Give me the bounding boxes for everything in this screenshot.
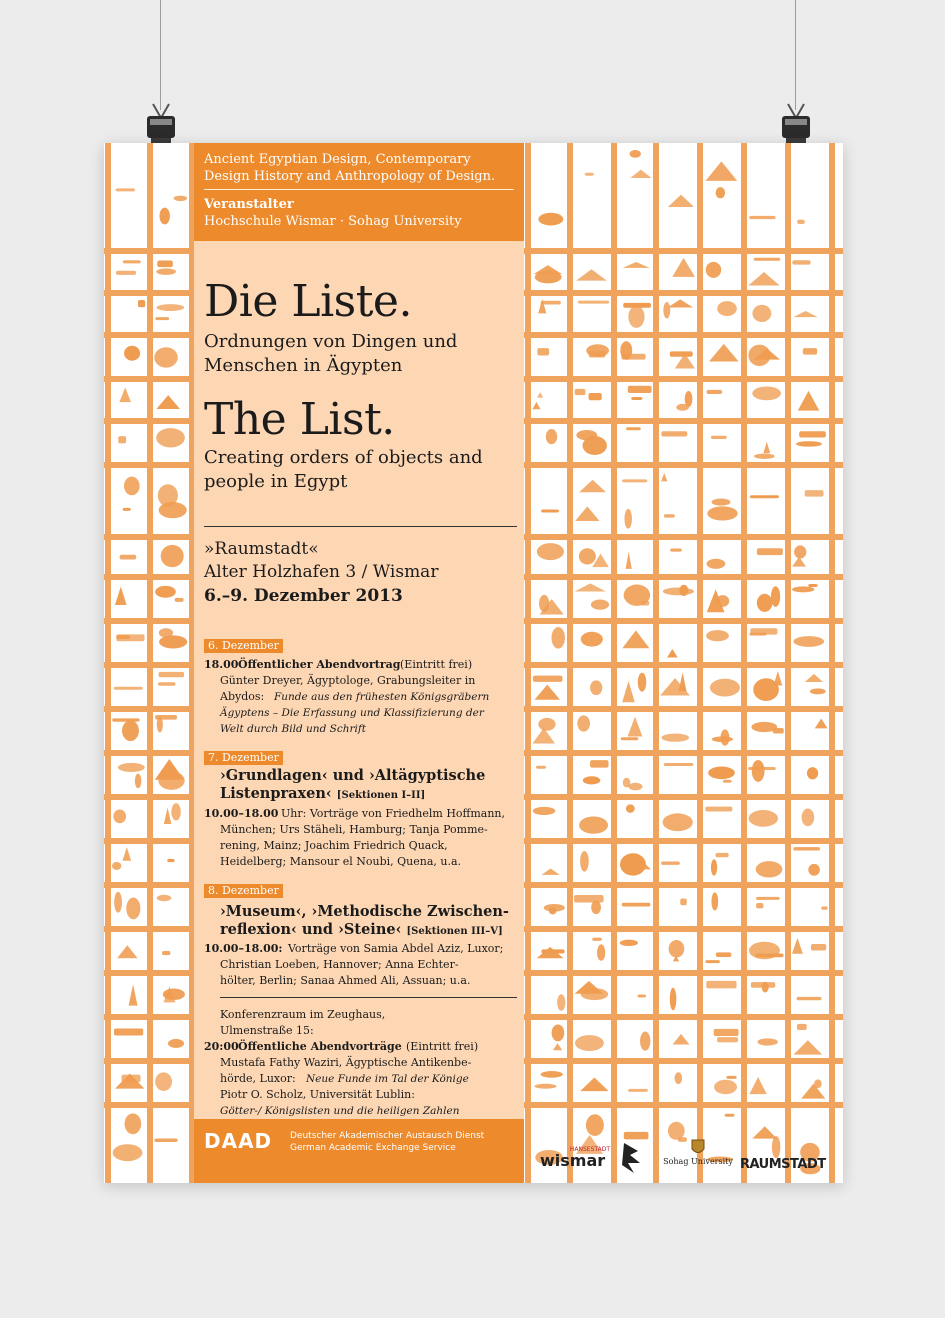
raumstadt-logo (740, 1153, 826, 1172)
sohag-logo (662, 1139, 734, 1167)
sohag-logo-text: Sohag University (663, 1157, 733, 1166)
evening-line-1: Mustafa Fathy Waziri, Ägyptische Antikenbe- (220, 1056, 472, 1069)
day3-section-2-small: [Sektionen III–V] (406, 926, 503, 937)
subtitle-german-1: Ordnungen von Dingen und (204, 331, 458, 352)
event-dates: 6.–9. Dezember 2013 (204, 586, 403, 606)
header-band (194, 143, 524, 241)
evening-time: 20:00 (204, 1040, 239, 1053)
day3-line-3: hölter, Berlin; Sanaa Ahmed Ali, Assuan; u.a. (220, 974, 471, 987)
day1-event: Öffentlicher Abendvortrag (238, 658, 401, 671)
header-line-1: Ancient Egyptian Design, Contemporary (204, 152, 471, 167)
day3-tag: 8. Dezember (204, 884, 283, 898)
footer-band (194, 1119, 524, 1183)
day3-line-2: Christian Loeben, Hannover; Anna Echter- (220, 958, 459, 971)
daad-logo: DAAD (204, 1129, 273, 1153)
divider-1 (204, 526, 517, 527)
center-panel (194, 143, 524, 1183)
day1-line-1: Günter Dreyer, Ägyptologe, Grabungsleiter in (220, 674, 476, 687)
evening-place-1: Konferenzraum im Zeughaus, (220, 1008, 386, 1021)
bird-logo (620, 1141, 646, 1175)
raumstadt-logo-text: RAUMSTADT (740, 1157, 826, 1172)
daad-line-2: German Academic Exchange Service (290, 1143, 456, 1153)
day1-line-2a: Abydos: (220, 690, 265, 703)
organizer-label: Veranstalter (204, 197, 294, 212)
daad-line-1: Deutscher Akademischer Austausch Dienst (290, 1131, 485, 1141)
sohag-crest-icon (691, 1139, 705, 1157)
day1-line-2b: Funde aus den frühesten Königsgräbern (274, 691, 490, 703)
header-divider (204, 189, 514, 190)
day1-tag: 6. Dezember (204, 639, 283, 653)
subtitle-german-2: Menschen in Ägypten (204, 355, 403, 376)
poster (104, 143, 843, 1183)
day3-line-1: Vorträge von Samia Abdel Aziz, Luxor; (288, 942, 504, 955)
day2-line-3: rening, Mainz; Joachim Friedrich Quack, (220, 839, 448, 852)
day3-section-1: ›Museum‹, ›Methodische Zwischen- (220, 903, 509, 920)
wismar-logo-small: HANSESTADT (569, 1146, 610, 1153)
evening-line-4: Götter-/ Königslisten und die heiligen Zahlen (220, 1105, 460, 1117)
wismar-logo-text: wismar (540, 1151, 606, 1170)
day2-section-2-title: Listenpraxen‹ (220, 785, 332, 802)
day2-time: 10.00–18.00 (204, 807, 279, 820)
day2-line-2: München; Urs Stäheli, Hamburg; Tanja Pomme- (220, 823, 488, 836)
header-line-2: Design History and Anthropology of Design. (204, 169, 496, 184)
day2-line-4: Heidelberg; Mansour el Noubi, Quena, u.a. (220, 855, 462, 868)
organizer: Hochschule Wismar · Sohag University (204, 214, 462, 229)
evening-place-2: Ulmenstraße 15: (220, 1024, 314, 1037)
evening-event: Öffentliche Abendvorträge (238, 1040, 402, 1053)
evening-line-2a: hörde, Luxor: (220, 1072, 296, 1085)
day2-section-1: ›Grundlagen‹ und ›Altägyptische (220, 767, 486, 784)
evening-event-note: (Eintritt frei) (406, 1040, 479, 1053)
subtitle-english-1: Creating orders of objects and (204, 447, 483, 468)
day2-line-1: Uhr: Vorträge von Friedhelm Hoffmann, (281, 807, 506, 820)
evening-line-2b: Neue Funde im Tal der Könige (306, 1073, 469, 1085)
wismar-logo (540, 1146, 610, 1169)
hanging-wire-right (795, 0, 796, 110)
venue-name: »Raumstadt« (204, 539, 319, 559)
day3-section-2 (220, 921, 503, 941)
subtitle-english-2: people in Egypt (204, 471, 348, 492)
title-english: The List. (204, 394, 395, 445)
day1-time: 18.00 (204, 658, 239, 671)
day3-section-2-title: reflexion‹ und ›Steine‹ (220, 921, 402, 938)
divider-2 (220, 997, 517, 998)
day2-section-2-small: [Sektionen I–II] (336, 790, 426, 801)
title-german: Die Liste. (204, 276, 412, 327)
day1-line-3: Ägyptens – Die Erfassung und Klassifizierung der (220, 707, 484, 719)
day2-section-2 (220, 785, 425, 805)
day3-time: 10.00–18.00: (204, 942, 283, 955)
day1-line-4: Welt durch Bild und Schrift (220, 723, 366, 735)
venue-address: Alter Holzhafen 3 / Wismar (204, 562, 439, 582)
day1-event-note: (Eintritt frei) (400, 658, 473, 671)
hanging-wire-left (160, 0, 161, 110)
day2-tag: 7. Dezember (204, 751, 283, 765)
evening-line-3: Piotr O. Scholz, Universität Lublin: (220, 1088, 415, 1101)
